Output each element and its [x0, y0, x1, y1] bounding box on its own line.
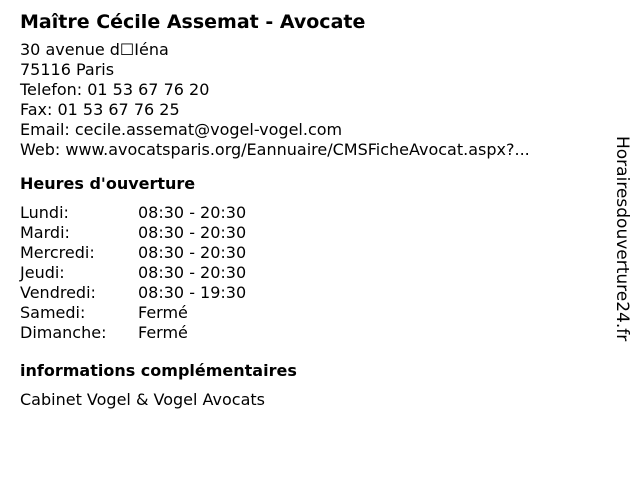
- additional-info-heading: informations complémentaires: [20, 361, 297, 380]
- day-hours: 08:30 - 20:30: [138, 223, 247, 242]
- hours-row-saturday: [20, 303, 600, 323]
- day-label: Mercredi:: [20, 243, 95, 262]
- opening-hours-heading: Heures d'ouverture: [20, 174, 196, 193]
- day-hours: 08:30 - 20:30: [138, 203, 247, 222]
- website-link[interactable]: Web: www.avocatsparis.org/Eannuaire/CMSFicheAvocat.aspx?...: [20, 140, 530, 159]
- day-label: Dimanche:: [20, 323, 107, 342]
- hours-row-thursday: [20, 263, 600, 283]
- day-label: Jeudi:: [20, 263, 65, 282]
- day-hours: 08:30 - 20:30: [138, 263, 247, 282]
- hours-row-sunday: [20, 323, 600, 343]
- day-hours: Fermé: [138, 303, 188, 322]
- fax-number: Fax: 01 53 67 76 25: [20, 100, 180, 119]
- day-hours: Fermé: [138, 323, 188, 342]
- opening-hours-table: [20, 203, 600, 343]
- email-address: Email: cecile.assemat@vogel-vogel.com: [20, 120, 343, 139]
- day-hours: 08:30 - 20:30: [138, 243, 247, 262]
- hours-row-friday: [20, 283, 600, 303]
- address-city: 75116 Paris: [20, 60, 115, 79]
- page-title: Maître Cécile Assemat - Avocate: [20, 11, 366, 33]
- hours-row-wednesday: [20, 243, 600, 263]
- day-label: Samedi:: [20, 303, 86, 322]
- phone-number: Telefon: 01 53 67 76 20: [20, 80, 210, 99]
- address-street: 30 avenue d☐Iéna: [20, 40, 169, 59]
- day-hours: 08:30 - 19:30: [138, 283, 247, 302]
- hours-row-monday: [20, 203, 600, 223]
- contact-block: [20, 40, 600, 160]
- business-card: [20, 8, 600, 410]
- day-label: Vendredi:: [20, 283, 96, 302]
- day-label: Mardi:: [20, 223, 70, 242]
- additional-info-text: Cabinet Vogel & Vogel Avocats: [20, 390, 266, 409]
- site-watermark: Horairesdouverture24.fr: [612, 136, 632, 342]
- day-label: Lundi:: [20, 203, 69, 222]
- hours-row-tuesday: [20, 223, 600, 243]
